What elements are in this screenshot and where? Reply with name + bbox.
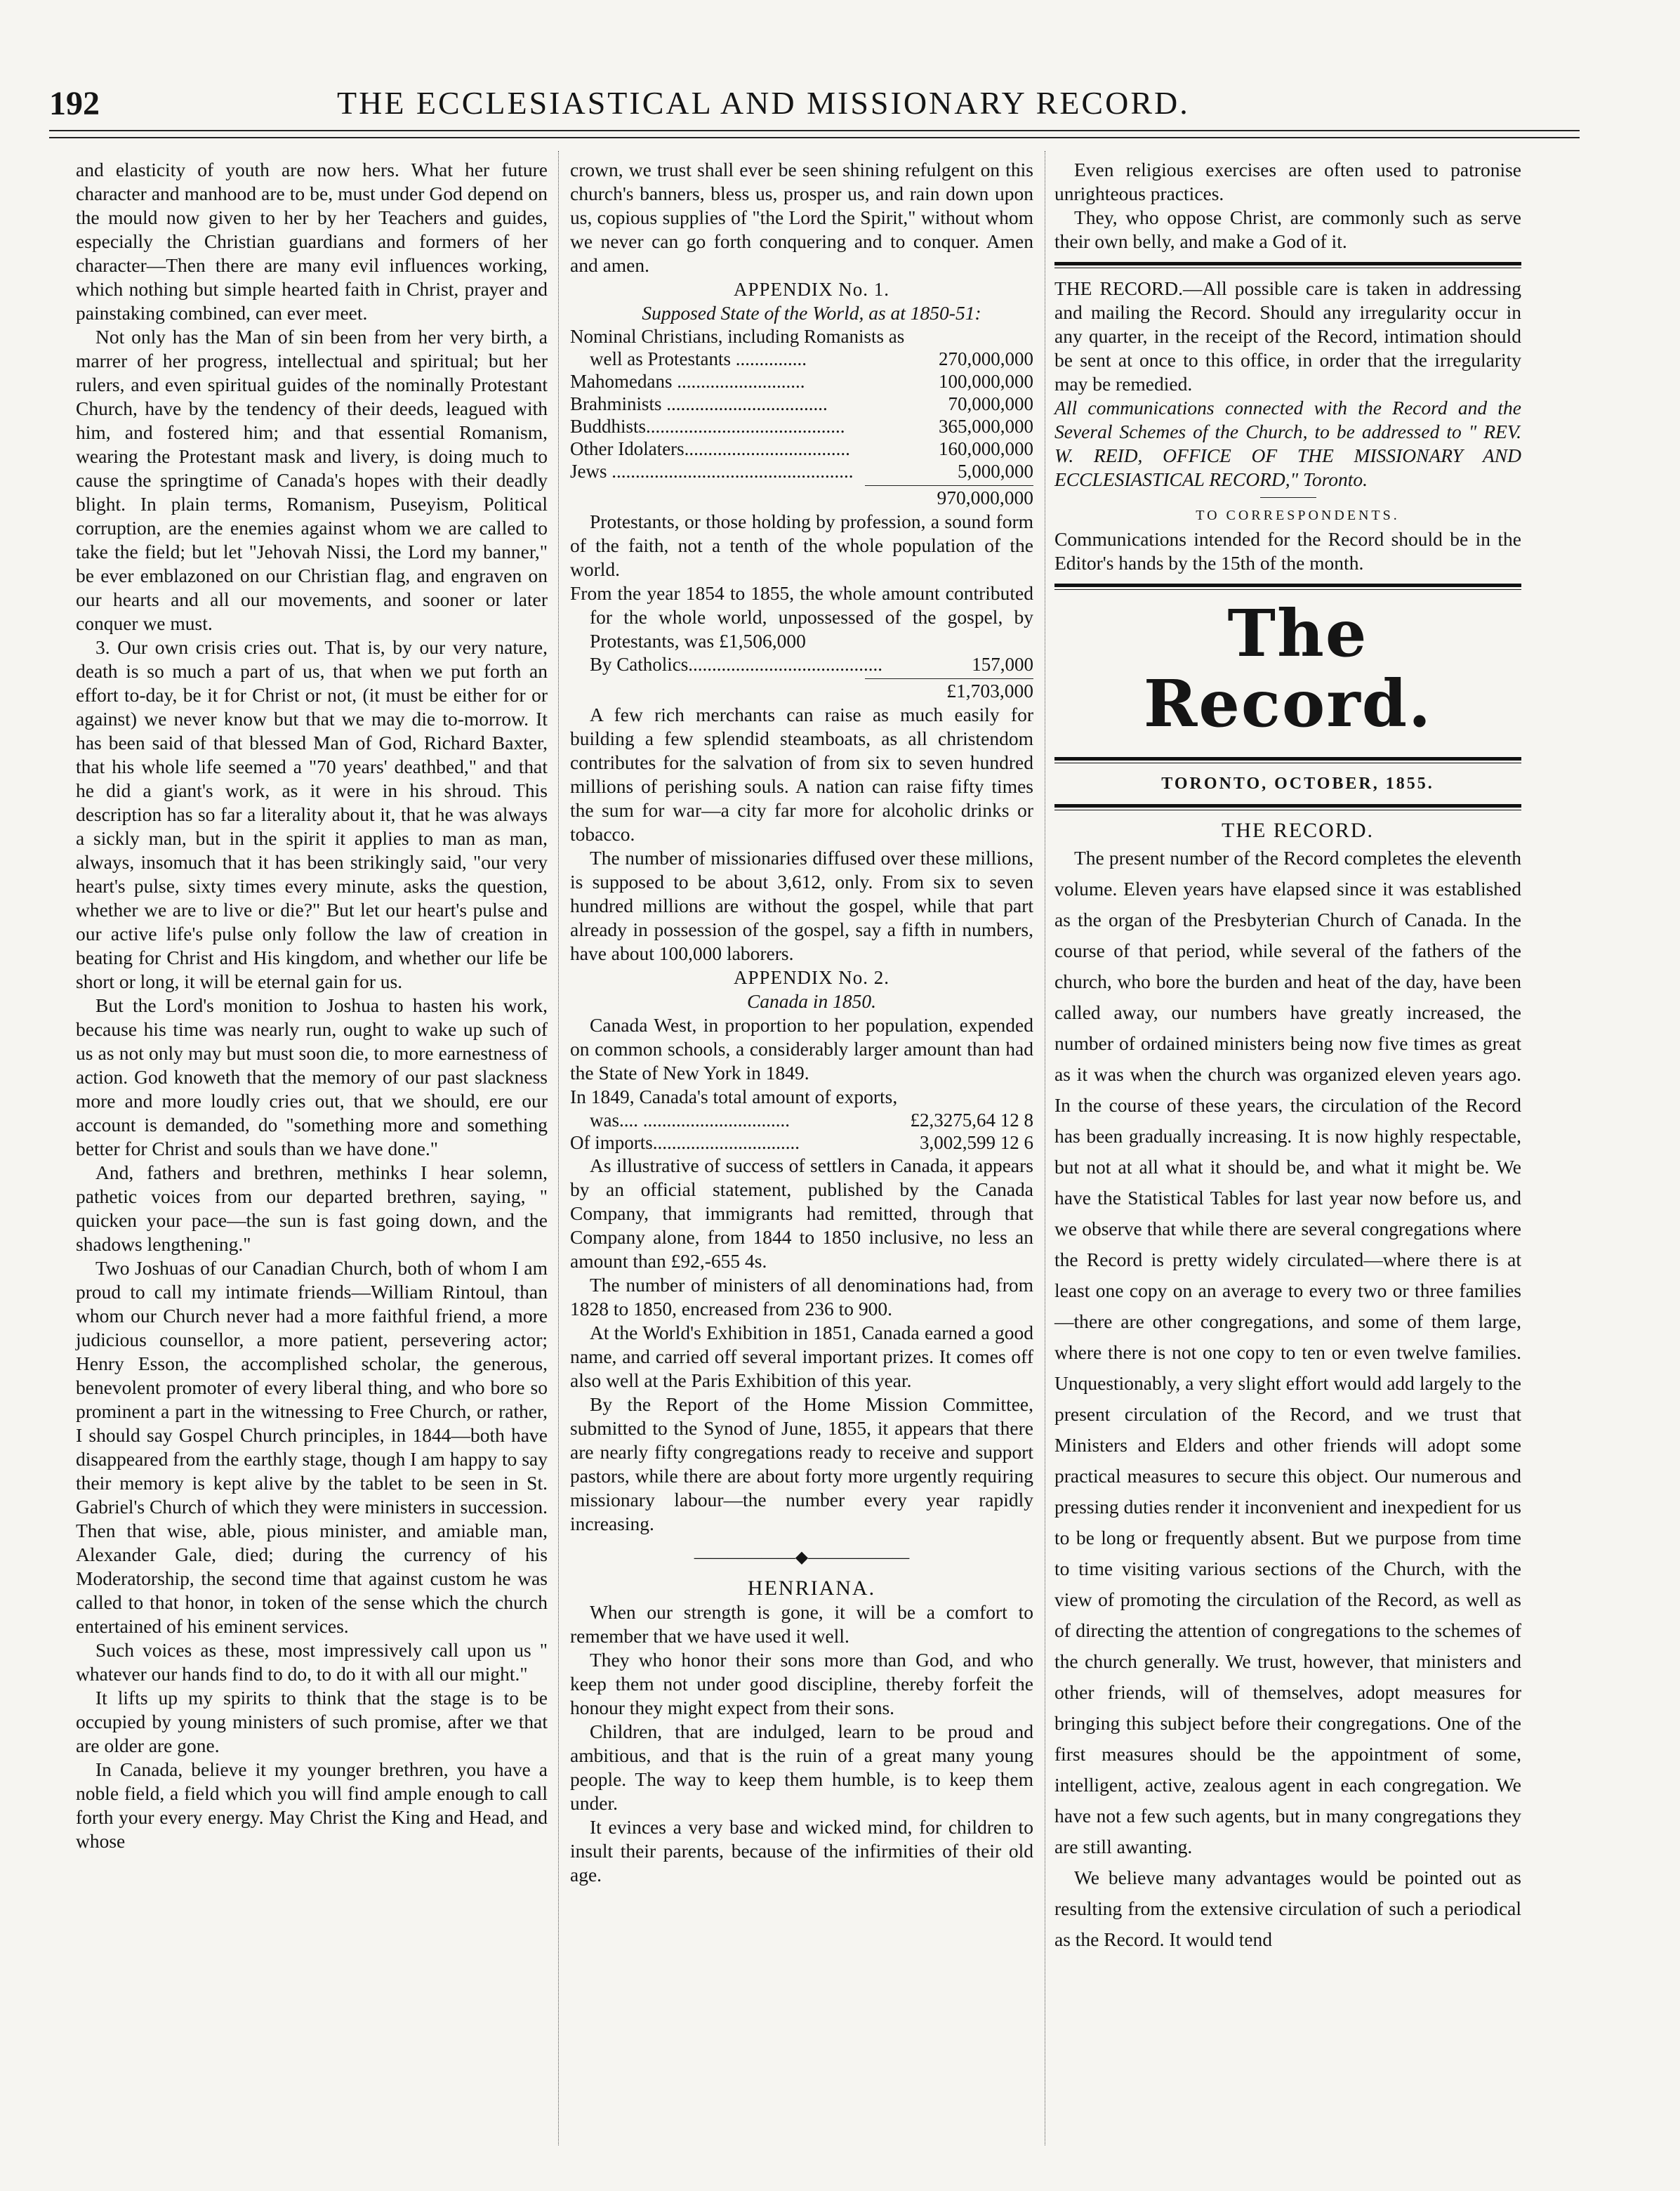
section-ornament: ——————◆——————	[694, 1548, 910, 1567]
correspondents-heading: TO CORRESPONDENTS.	[1196, 508, 1400, 523]
paragraph: But the Lord's monition to Joshua to hasten his work, because his time was nearly run, ought to wake up such of us as not only may but must soon die, to more earnestness of action. God knoweth that the memory of our past slackness more and more loudly cries out, that we should, ere our account is demanded, do "something more and something better for Christ and souls than we have done."	[76, 994, 548, 1159]
paragraph: By the Report of the Home Mission Committee, submitted to the Synod of June, 1855, it appears that there are nearly fifty congregations ready to receive and support pastors, while there are about forty more urgently requiring missionary labour—the number every year rapidly increasing.	[570, 1393, 1033, 1534]
paragraph: It evinces a very base and wicked mind, for children to insult their parents, because of the infirmities of their old age.	[570, 1816, 1033, 1886]
table-cell: 3,002,599 12 6	[920, 1132, 1033, 1153]
paragraph: crown, we trust shall ever be seen shining refulgent on this church's banners, bless us, prosper us, and rain down upon us, copious supplies of "the Lord the Spirit," without whom we never can go forth conquering and to conquer. Amen and amen.	[570, 159, 1033, 276]
paragraph: Children, that are indulged, learn to be proud and ambitious, and that is the ruin of a great many young people. The way to keep them humble, is to keep them under.	[570, 1720, 1033, 1814]
column-divider-1	[558, 151, 559, 2145]
world-population-table	[570, 325, 1033, 482]
table-row	[570, 370, 1033, 393]
table-cell: Of imports...............................	[570, 1132, 800, 1153]
heavy-rule	[1054, 804, 1521, 810]
column-2	[570, 158, 1033, 1887]
table-cell: 160,000,000	[939, 438, 1033, 459]
appendix-1-heading: APPENDIX No. 1.	[733, 279, 889, 300]
appendix-1-subheading: Supposed State of the World, as at 1850-51:	[642, 302, 981, 324]
page-number: 192	[49, 85, 100, 122]
paragraph: Even religious exercises are often used to patronise unrighteous practices.	[1054, 159, 1521, 204]
mailing-notice: THE RECORD.—All possible care is taken in addressing and mailing the Record. Should any irregularity occur in any quarter, in the receipt of the Record, intimation should be sent at once to this office, in order that the irregularity may be remedied.	[1054, 277, 1521, 395]
short-rule	[1260, 497, 1316, 498]
paragraph: The number of missionaries diffused over these millions, is supposed to be about 3,612, only. From six to seven hundred millions are without the gospel, while that part already in possession of the gospel, say a fifth in numbers, have about 100,000 laborers.	[570, 847, 1033, 964]
heavy-rule	[1054, 757, 1521, 763]
paragraph: From the year 1854 to 1855, the whole amount contributed for the whole world, unpossessed of the gospel, by Protestants, was £1,506,000	[570, 582, 1033, 652]
paragraph: Protestants, or those holding by profession, a sound form of the faith, not a tenth of the whole population of the world.	[570, 511, 1033, 580]
table-row	[570, 348, 1033, 370]
catholics-row-table	[570, 653, 1033, 676]
paragraph: Canada West, in proportion to her population, expended on common schools, a considerably larger amount than had the State of New York in 1849.	[570, 1014, 1033, 1084]
table-cell: 5,000,000	[958, 461, 1033, 482]
table-row	[570, 393, 1033, 415]
paragraph: and elasticity of youth are now hers. What her future character and manhood are to be, must under God depend on the mould now given to her by her Teachers and guides, especially the Christian guardians and formers of her character—Then there are many evil influences working, which nothing but simple hearted faith in Christ, prayer and painstaking combined, can ever meet.	[76, 159, 548, 324]
table-row	[570, 415, 1033, 437]
paragraph: They who honor their sons more than God, and who keep them not under good discipline, thereby forfeit the honour they might expect from their sons.	[570, 1649, 1033, 1718]
table-cell: well as Protestants ...............	[590, 348, 807, 369]
paragraph: 3. Our own crisis cries out. That is, by our very nature, death is so much a part of us, that when we put forth an effort to-day, be it for Christ or not, (it must be either for or against) we never know but that we may die to-morrow. It has been said of that blessed Man of God, Richard Baxter, that his whole life seemed a "70 years' deathbed," and that he did a giant's work, as it were in his shroud. This description has so far a literality about it, that he was always a sickly man, but in the spirit it applies to man as man, always, insomuch that it has been strikingly said, "our very heart's pulse, sixty times every minute, asks the question, whether we are to live or die?" But let our heart's pulse and our active life's pulse only follow the law of creation in beating for Christ and His kingdom, and whether our life be short or long, it will be eternal gain for us.	[76, 636, 548, 992]
article-title: THE RECORD.	[1222, 819, 1374, 842]
paragraph: And, fathers and brethren, methinks I hear solemn, pathetic voices from our departed brethren, saying, " quicken your pace—the sun is fast going down, and the shadows lengthening."	[76, 1162, 548, 1255]
table-cell: 70,000,000	[948, 393, 1033, 414]
paragraph: Two Joshuas of our Canadian Church, both of whom I am proud to call my intimate friends—William Rintoul, than whom our Church never had a more faithful friend, a more judicious counsellor, a more patient, persevering actor; Henry Esson, the accomplished scholar, the generous, benevolent promoter of every liberal thing, and who bore so prominent a part in the witnessing to Free Church, or rather, I should say Gospel Church principles, in 1844—both have disappeared from the earthly stage, though I am happy to say their memory is kept alive by the tablet to be seen in St. Gabriel's Church of which they were ministers in succession. Then that wise, able, pious minister, and amiable man, Alexander Gale, died; during the currency of his Moderatorship, the second time that against custom he was called to that honor, in token of the sense which the church entertained of his eminent services.	[76, 1257, 548, 1637]
paragraph: It lifts up my spirits to think that the stage is to be occupied by young ministers of such promise, after we that are older are gone.	[76, 1687, 548, 1756]
table-cell: By Catholics.........................................	[590, 654, 882, 675]
paragraph: Not only has the Man of sin been from her very birth, a marrer of her progress, intellectual and spiritual; but her rulers, and even spiritual guides of the nominally Protestant Church, have by the tendency of their deeds, leagued with him, and fostered him; and that essential Romanism, wearing the Protestant mask and livery, is doing much to cause the springtime of Canada's hopes with their deadly blight. In plain terms, Romanism, Puseyism, Political corruption, are the enemies against whom we are called to take the field; but let "Jehovah Nissi, the Lord my banner," be ever emblazoned on our Christian flag, and engraven on our hearts and all our movements, and sooner or later conquer we must.	[76, 326, 548, 634]
paragraph: We believe many advantages would be pointed out as resulting from the extensive circulation of such a periodical as the Record. It would tend	[1054, 1867, 1521, 1950]
table-cell: Other Idolaters...................................	[570, 438, 850, 459]
communications-notice: All communications connected with the Record and the Several Schemes of the Church, to be addressed to " REV. W. REID, OFFICE OF THE MISSIONARY AND ECCLESIASTICAL RECORD," Toronto.	[1054, 397, 1521, 490]
table-cell: Mahomedans ...........................	[570, 371, 805, 392]
table-row	[570, 653, 1033, 676]
table-cell: 100,000,000	[939, 371, 1033, 392]
table-cell: Buddhists..........................................	[570, 416, 845, 437]
trade-table	[570, 1109, 1033, 1154]
paragraph: When our strength is gone, it will be a comfort to remember that we have used it well.	[570, 1601, 1033, 1647]
page-header	[49, 84, 1650, 126]
running-title: THE ECCLESIASTICAL AND MISSIONARY RECORD.	[337, 85, 1190, 121]
column-3	[1054, 158, 1521, 1955]
table-cell	[925, 325, 1033, 348]
table-row	[570, 325, 1033, 348]
table-cell: Nominal Christians, including Romanists as	[570, 326, 905, 347]
appendix-2-heading: APPENDIX No. 2.	[733, 967, 889, 988]
paragraph: The number of ministers of all denominations had, from 1828 to 1850, encreased from 236 to 900.	[570, 1274, 1033, 1320]
paragraph: At the World's Exhibition in 1851, Canada earned a good name, and carried off several important prizes. It comes off also well at the Paris Exhibition of this year.	[570, 1322, 1033, 1391]
paragraph: In 1849, Canada's total amount of exports,	[570, 1086, 898, 1107]
table-cell: £2,3275,64 12 8	[910, 1110, 1033, 1131]
paragraph: A few rich merchants can raise as much easily for building a few splendid steamboats, as all christendom contributes for the salvation of from six to seven hundred millions of perishing souls. A nation can raise fifty times the sum for war—a city far more for alcoholic drinks or tobacco.	[570, 704, 1033, 845]
correspondents-notice: Communications intended for the Record should be in the Editor's hands by the 15th of the month.	[1054, 528, 1521, 574]
paragraph: The present number of the Record completes the eleventh volume. Eleven years have elapsed since it was established as the organ of the Presbyterian Church of Canada. In the course of that period, while several of the fathers of the church, who bore the burden and heat of the day, have been called away, our numbers have greatly increased, the number of ordained ministers being now five times as great as it was when the church was organized eleven years ago. In the course of these years, the circulation of the Record has been gradually increasing. It is now highly respectable, but not at all what it should be, and what it might be. We have the Statistical Tables for last year now before us, and we observe that while there are several congregations where the Record is pretty widely circulated—where there is at least one copy on an average to every two or three families—there are other congregations, and some of them large, where there is not one copy to ten or even twelve families. Unquestionably, a very slight effort would add largely to the present circulation of the Record, and we trust that Ministers and Elders and other friends will adopt some practical measures to secure this object. Our numerous and pressing duties render it inconvenient and inexpedient for us to be long or frequently absent. But we purpose from time to time visiting various sections of the Church, with the view of promoting the circulation of the Record, as well as of directing the attention of congregations to the schemes of the church generally. We trust, however, that ministers and other friends, will of themselves, adopt measures for bringing this subject before their congregations. One of the first measures should be the appointment of some, intelligent, active, zealous agent in each congregation. We have not a few such agents, but in many congregations they are still awanting.	[1054, 847, 1521, 1857]
heavy-rule	[1054, 262, 1521, 268]
table-cell: 365,000,000	[939, 416, 1033, 437]
heavy-rule	[1054, 584, 1521, 590]
masthead-title: The Record.	[1143, 596, 1433, 742]
table-cell: 270,000,000	[939, 348, 1033, 369]
table-row	[570, 460, 1033, 482]
contribution-total: £1,703,000	[946, 680, 1033, 702]
dateline: TORONTO, OCTOBER, 1855.	[1161, 775, 1434, 793]
paragraph: They, who oppose Christ, are commonly such as serve their own belly, and make a God of it.	[1054, 206, 1521, 252]
henriana-title: HENRIANA.	[747, 1577, 876, 1600]
table-cell: 157,000	[972, 654, 1033, 675]
table-cell: Brahminists ..................................	[570, 393, 828, 414]
paragraph: In Canada, believe it my younger brethren, you have a noble field, a field which you will find ample enough to call forth your every energy. May Christ the King and Head, and whose	[76, 1758, 548, 1852]
table-row	[570, 1109, 1033, 1131]
header-double-rule	[49, 130, 1580, 138]
world-total: 970,000,000	[937, 487, 1033, 508]
column-1	[76, 158, 548, 1853]
paragraph: Such voices as these, most impressively call upon us " whatever our hands find to do, to do it with all our might."	[76, 1639, 548, 1685]
table-cell: Jews ...................................................	[570, 461, 854, 482]
table-row	[570, 1131, 1033, 1154]
article-body	[1054, 843, 1521, 1955]
table-cell: was.... ...............................	[590, 1110, 790, 1131]
appendix-2-subheading: Canada in 1850.	[746, 990, 877, 1012]
table-row	[570, 437, 1033, 460]
paragraph: As illustrative of success of settlers in Canada, it appears by an official statement, published by the Canada Company, that immigrants had remitted, through that Company alone, from 1844 to 1850 inclusive, no less an amount than £92,-655 4s.	[570, 1154, 1033, 1272]
